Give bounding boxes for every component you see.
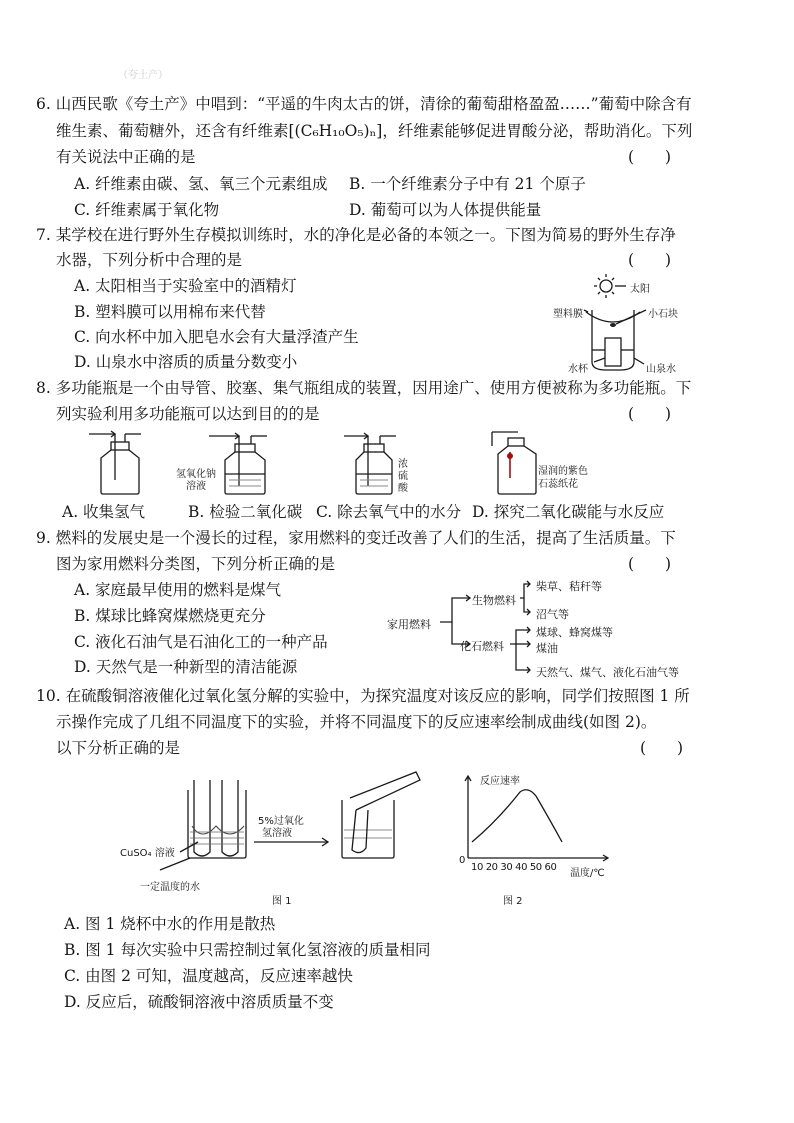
tree-leaf-4: 煤油 <box>536 642 558 655</box>
label-acid-2: 硫 <box>398 471 408 482</box>
q8-option-c: C. 除去氧气中的水分 <box>316 503 462 521</box>
tree-fossil-fuel: 化石燃料 <box>460 640 504 653</box>
q8-answer-paren: ( ) <box>628 405 672 423</box>
water-cup <box>605 338 621 366</box>
q9-option-d: D. 天然气是一种新型的清洁能源 <box>74 658 298 676</box>
label-h2o2-1: 5%过氧化 <box>258 816 304 827</box>
label-sun: 太阳 <box>630 284 650 295</box>
q8-option-d: D. 探究二氧化碳能与水反应 <box>472 503 665 521</box>
label-acid-1: 浓 <box>398 459 408 470</box>
label-cuso4: CuSO₄ 溶液 <box>120 848 175 859</box>
q10-option-b: B. 图 1 每次实验中只需控制过氧化氢溶液的质量相同 <box>64 941 431 959</box>
q7-option-b: B. 塑料膜可以用棉布来代替 <box>74 303 266 321</box>
q9-answer-paren: ( ) <box>628 555 672 573</box>
label-plastic-film: 塑料膜 <box>553 309 583 320</box>
tree-leaf-2: 沼气等 <box>536 608 569 621</box>
q8-option-a: A. 收集氢气 <box>62 503 146 521</box>
q9-stem-line1: 9. 燃料的发展史是一个漫长的过程，家用燃料的变迁改善了人们的生活，提高了生活质量。下 <box>36 529 676 547</box>
bottle-b-figure <box>205 430 285 496</box>
q6-answer-paren: ( ) <box>628 148 672 166</box>
fig2-ylabel: 反应速率 <box>480 776 520 787</box>
q8-stem-line2: 列实验利用多功能瓶可以达到目的的是 <box>56 405 320 423</box>
q9-option-b: B. 煤球比蜂窝煤燃烧更充分 <box>74 607 266 625</box>
small-stone <box>610 323 616 327</box>
q8-stem-line1: 8. 多功能瓶是一个由导管、胶塞、集气瓶组成的装置，因用途广、使用方便被称为多功能瓶。下 <box>36 379 692 397</box>
q10-answer-paren: ( ) <box>640 739 684 757</box>
q10-stem-line3: 以下分析正确的是 <box>56 739 181 757</box>
q10-option-d: D. 反应后，硫酸铜溶液中溶质质量不变 <box>64 993 334 1011</box>
q7-stem-line1: 7. 某学校在进行野外生存模拟训练时，水的净化是必备的本领之一。下图为简易的野外生存净 <box>36 226 676 244</box>
q9-stem-line2: 图为家用燃料分类图，下列分析正确的是 <box>56 555 336 573</box>
label-water: 一定温度的水 <box>140 882 200 893</box>
q7-answer-paren: ( ) <box>628 251 672 269</box>
q6-option-a: A. 纤维素由碳、氢、氧三个元素组成 <box>74 175 328 193</box>
label-spring-water: 山泉水 <box>646 364 676 375</box>
fig2-xlabel: 温度/℃ <box>570 868 605 879</box>
q7-option-a: A. 太阳相当于实验室中的酒精灯 <box>74 277 297 295</box>
tree-leaf-3: 煤球、蜂窝煤等 <box>536 626 613 639</box>
q6-option-d: D. 葡萄可以为人体提供能量 <box>349 201 542 219</box>
q7-stem-line2: 水器，下列分析中合理的是 <box>56 251 243 269</box>
q10-option-c: C. 由图 2 可知，温度越高，反应速率越快 <box>64 967 353 985</box>
figure-2-caption: 图 2 <box>503 896 523 907</box>
label-small-stone: 小石块 <box>648 309 678 320</box>
sun-icon <box>594 274 618 298</box>
q10-option-a: A. 图 1 烧杯中水的作用是散热 <box>64 915 276 933</box>
q7-option-d: D. 山泉水中溶质的质量分数变小 <box>74 353 298 371</box>
q6-stem-line3: 有关说法中正确的是 <box>56 148 196 166</box>
tree-leaf-5: 天然气、煤气、液化石油气等 <box>536 666 679 679</box>
label-acid-3: 酸 <box>398 483 408 494</box>
tree-root: 家用燃料 <box>387 618 431 631</box>
q6-stem-line2: 维生素、葡萄糖外，还含有纤维素[(C₆H₁₀O₅)ₙ]，纤维素能够促进胃酸分泌，帮助消化。下列 <box>56 122 693 140</box>
fig2-xticks: 10 20 30 40 50 60 <box>471 862 557 873</box>
q7-option-c: C. 向水杯中加入肥皂水会有大量浮渣产生 <box>74 328 359 346</box>
bottle-a-figure <box>85 430 155 496</box>
q8-option-b: B. 检验二氧化碳 <box>188 503 303 521</box>
q10-stem-line1: 10. 在硫酸铜溶液催化过氧化氢分解的实验中，为探究温度对该反应的影响，同学们按照图 1 所 <box>36 687 690 705</box>
q10-stem-line2: 示操作完成了几组不同温度下的实验，并将不同温度下的反应速率绘制成曲线(如图 2)。 <box>56 713 657 731</box>
q9-option-a: A. 家庭最早使用的燃料是煤气 <box>74 581 282 599</box>
tree-leaf-1: 柴草、秸秆等 <box>536 580 602 593</box>
label-h2o2-2: 氢溶液 <box>262 828 292 839</box>
q6-stem-line1: 6. 山西民歌《夸土产》中唱到：“平遥的牛肉太古的饼，清徐的葡萄甜格盈盈……”葡萄中除含有 <box>36 95 692 113</box>
q6-option-c: C. 纤维素属于氧化物 <box>74 201 220 219</box>
label-naoh-line2: 溶液 <box>186 481 206 492</box>
label-paper-2: 石蕊纸花 <box>538 479 578 490</box>
figure-1-caption: 图 1 <box>272 896 292 907</box>
fig2-origin: 0 <box>459 855 466 866</box>
label-naoh-line1: 氢氧化钠 <box>176 469 216 480</box>
label-water-cup: 水杯 <box>568 364 588 375</box>
fuel-tree-fossil-branches <box>508 624 538 680</box>
header-smudge: （夸土产） <box>118 70 168 81</box>
q9-option-c: C. 液化石油气是石油化工的一种产品 <box>74 633 328 651</box>
label-paper-1: 湿润的紫色 <box>538 466 588 477</box>
q6-option-b: B. 一个纤维素分子中有 21 个原子 <box>349 175 586 193</box>
tree-bio-fuel: 生物燃料 <box>472 594 516 607</box>
